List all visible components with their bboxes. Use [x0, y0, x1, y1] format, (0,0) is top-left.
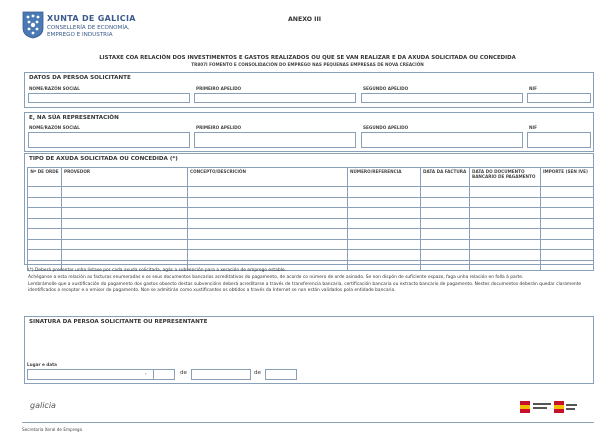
table-cell-input[interactable]	[62, 229, 188, 240]
table-cell-input[interactable]	[421, 208, 470, 219]
table-cell-input[interactable]	[348, 218, 421, 229]
note-footnote: (*) Deberá presentar unha listaxe por cada axuda solicitada, agás a subvención para a xeración de emprego estable.	[28, 268, 286, 273]
table-cell-input[interactable]	[541, 239, 594, 250]
col-invoice-date: DATA DA FACTURA	[421, 168, 470, 187]
table-cell-input[interactable]	[188, 208, 348, 219]
table-cell-input[interactable]	[348, 250, 421, 261]
signature-section	[24, 316, 594, 384]
surname2-label: SEGUNDO APELIDO	[363, 125, 409, 130]
table-cell-input[interactable]	[348, 239, 421, 250]
table-cell-input[interactable]	[541, 250, 594, 261]
table-cell-input[interactable]	[188, 250, 348, 261]
note-attachments: Achéganse a esta relación as facturas enumeradas e os seus documentos bancarios acreditativos do pagamento, de acordo co número de orde asinado. Se non dispón de suficiente espazo, faga unha relación en folla á parte.	[28, 275, 524, 281]
table-cell-input[interactable]	[541, 229, 594, 240]
table-cell-input[interactable]	[62, 197, 188, 208]
section-title: E, NA SÚA REPRESENTACIÓN	[29, 115, 119, 121]
table-cell-input[interactable]	[28, 208, 62, 219]
page-title: LISTAXE COA RELACIÓN DOS INVESTIMENTOS E GASTOS REALIZADOS OU QUE SE VAN REALIZAR E DA AXUDA SOLICITADA OU CONCEDIDA	[99, 55, 516, 61]
applicant-section	[24, 72, 594, 108]
table-row	[28, 197, 594, 208]
nif-label: NIF	[529, 125, 537, 130]
annex-label: ANEXO III	[288, 16, 322, 23]
note-justification: Lembrámolle que a xustificación do pagamento dos gastos obxecto destas subvencións deberá acreditarse a través de transferencia bancaria, certificación bancaria ou extracto bancario de pagamento. Nestes documentos deberán quedar claramente identificados o receptor e o emisor do pagamento. Non se admitirán como xustificantes os obtidos a través da Internet se non están validados pola entidade bancaria.	[28, 282, 582, 294]
table-cell-input[interactable]	[541, 218, 594, 229]
section-title: SINATURA DA PERSOA SOLICITANTE OU REPRESENTANTE	[29, 319, 208, 325]
table-cell-input[interactable]	[62, 250, 188, 261]
de-separator: de	[180, 370, 187, 376]
year-input[interactable]	[265, 369, 297, 380]
galicia-logo: galicia	[30, 401, 56, 410]
representative-section	[24, 112, 594, 152]
aid-table	[27, 167, 594, 271]
table-row	[28, 218, 594, 229]
month-input[interactable]	[191, 369, 251, 380]
table-cell-input[interactable]	[28, 239, 62, 250]
table-cell-input[interactable]	[470, 239, 541, 250]
table-cell-input[interactable]	[62, 239, 188, 250]
brand-title: XUNTA DE GALICIA	[47, 14, 136, 23]
table-cell-input[interactable]	[62, 218, 188, 229]
applicant-surname1-input[interactable]	[194, 93, 356, 103]
section-title: TIPO DE AXUDA SOLICITADA OU CONCEDIDA (*)	[29, 156, 178, 162]
day-input[interactable]	[153, 369, 175, 380]
table-cell-input[interactable]	[28, 218, 62, 229]
brand-subtitle: CONSELLERÍA DE ECONOMÍA, EMPREGO E INDUSTRIA	[47, 25, 130, 38]
table-cell-input[interactable]	[188, 187, 348, 198]
applicant-name-input[interactable]	[28, 93, 190, 103]
table-cell-input[interactable]	[470, 187, 541, 198]
table-cell-input[interactable]	[28, 187, 62, 198]
section-title: DATOS DA PERSOA SOLICITANTE	[29, 75, 131, 81]
name-label: NOME/RAZÓN SOCIAL	[29, 86, 80, 91]
surname2-label: SEGUNDO APELIDO	[363, 86, 409, 91]
table-cell-input[interactable]	[62, 187, 188, 198]
table-cell-input[interactable]	[421, 187, 470, 198]
table-cell-input[interactable]	[470, 197, 541, 208]
footer-divider	[22, 422, 594, 423]
table-cell-input[interactable]	[28, 197, 62, 208]
representative-surname2-input[interactable]	[361, 132, 523, 148]
xunta-emblem-icon	[22, 11, 44, 39]
table-header-row	[28, 168, 594, 187]
table-row	[28, 250, 594, 261]
table-cell-input[interactable]	[188, 239, 348, 250]
aid-section	[24, 153, 594, 265]
table-cell-input[interactable]	[470, 250, 541, 261]
table-cell-input[interactable]	[348, 229, 421, 240]
col-order: Nº DE ORDE	[28, 168, 62, 187]
spain-government-logo-icon	[520, 400, 578, 414]
table-cell-input[interactable]	[421, 197, 470, 208]
table-cell-input[interactable]	[541, 197, 594, 208]
de-separator: de	[254, 370, 261, 376]
table-cell-input[interactable]	[188, 197, 348, 208]
table-cell-input[interactable]	[421, 250, 470, 261]
table-cell-input[interactable]	[28, 250, 62, 261]
col-payment-date: DATA DO DOCUMENTO BANCARIO DE PAGAMENTO	[470, 168, 541, 187]
table-row	[28, 239, 594, 250]
nif-label: NIF	[529, 86, 537, 91]
table-cell-input[interactable]	[28, 229, 62, 240]
surname1-label: PRIMEIRO APELIDO	[196, 86, 242, 91]
table-row	[28, 229, 594, 240]
table-cell-input[interactable]	[470, 218, 541, 229]
table-cell-input[interactable]	[348, 208, 421, 219]
table-cell-input[interactable]	[421, 239, 470, 250]
table-cell-input[interactable]	[348, 197, 421, 208]
table-row	[28, 187, 594, 198]
applicant-surname2-input[interactable]	[361, 93, 523, 103]
page-subtitle: TR807I FOMENTO E CONSOLIDACIÓN DO EMPREGO NAS PEQUENAS EMPRESAS DE NOVA CREACIÓN	[191, 62, 424, 67]
table-cell-input[interactable]	[470, 208, 541, 219]
table-cell-input[interactable]	[421, 229, 470, 240]
surname1-label: PRIMEIRO APELIDO	[196, 125, 242, 130]
table-cell-input[interactable]	[541, 187, 594, 198]
representative-surname1-input[interactable]	[194, 132, 356, 148]
applicant-nif-input[interactable]	[527, 93, 591, 103]
name-label: NOME/RAZÓN SOCIAL	[29, 125, 80, 130]
comma-separator: ,	[145, 370, 147, 376]
table-cell-input[interactable]	[541, 208, 594, 219]
col-reference: NÚMERO/REFERENCIA	[348, 168, 421, 187]
representative-nif-input[interactable]	[527, 132, 591, 148]
table-cell-input[interactable]	[188, 229, 348, 240]
representative-name-input[interactable]	[28, 132, 190, 148]
col-concept: CONCEPTO/DESCRICIÓN	[188, 168, 348, 187]
table-cell-input[interactable]	[470, 229, 541, 240]
place-date-label: Lugar e data	[27, 362, 57, 367]
col-provider: PROVEDOR	[62, 168, 188, 187]
table-cell-input[interactable]	[62, 208, 188, 219]
table-cell-input[interactable]	[421, 218, 470, 229]
table-cell-input[interactable]	[348, 187, 421, 198]
footer-text: Secretaría Xeral de Emprego	[22, 427, 83, 432]
col-amount: IMPORTE (SEN IVE)	[541, 168, 594, 187]
notes	[28, 268, 593, 295]
table-cell-input[interactable]	[188, 218, 348, 229]
table-row	[28, 208, 594, 219]
